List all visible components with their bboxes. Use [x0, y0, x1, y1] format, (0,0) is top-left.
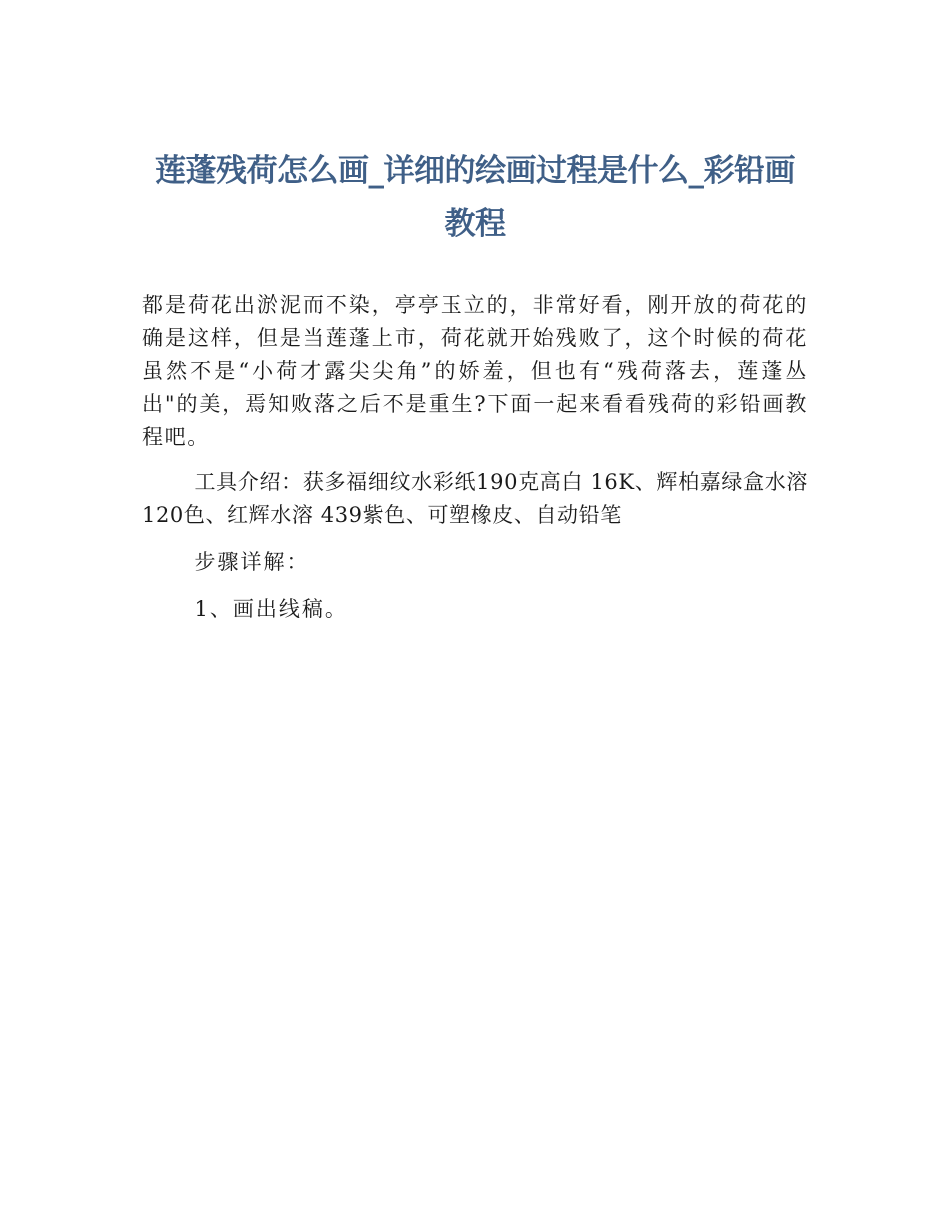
document-title: 莲蓬残荷怎么画_详细的绘画过程是什么_彩铅画教程 [155, 153, 795, 242]
step-1-paragraph: 1、画出线稿。 [194, 597, 348, 621]
tools-paragraph: 工具介绍：获多福细纹水彩纸190克高白 16K、辉柏嘉绿盒水溶120色、红辉水溶 439紫色、可塑橡皮、自动铅笔 [142, 470, 808, 527]
steps-heading: 步骤详解： [194, 550, 310, 574]
intro-paragraph: 都是荷花出淤泥而不染，亭亭玉立的，非常好看，刚开放的荷花的确是这样，但是当莲蓬上市，荷花就开始残败了，这个时候的荷花虽然不是“小荷才露尖尖角”的娇羞，但也有“残荷落去，莲蓬丛出"的美，焉知败落之后不是重生?下面一起来看看残荷的彩铅画教程吧。 [142, 293, 808, 449]
document-body [142, 289, 808, 626]
